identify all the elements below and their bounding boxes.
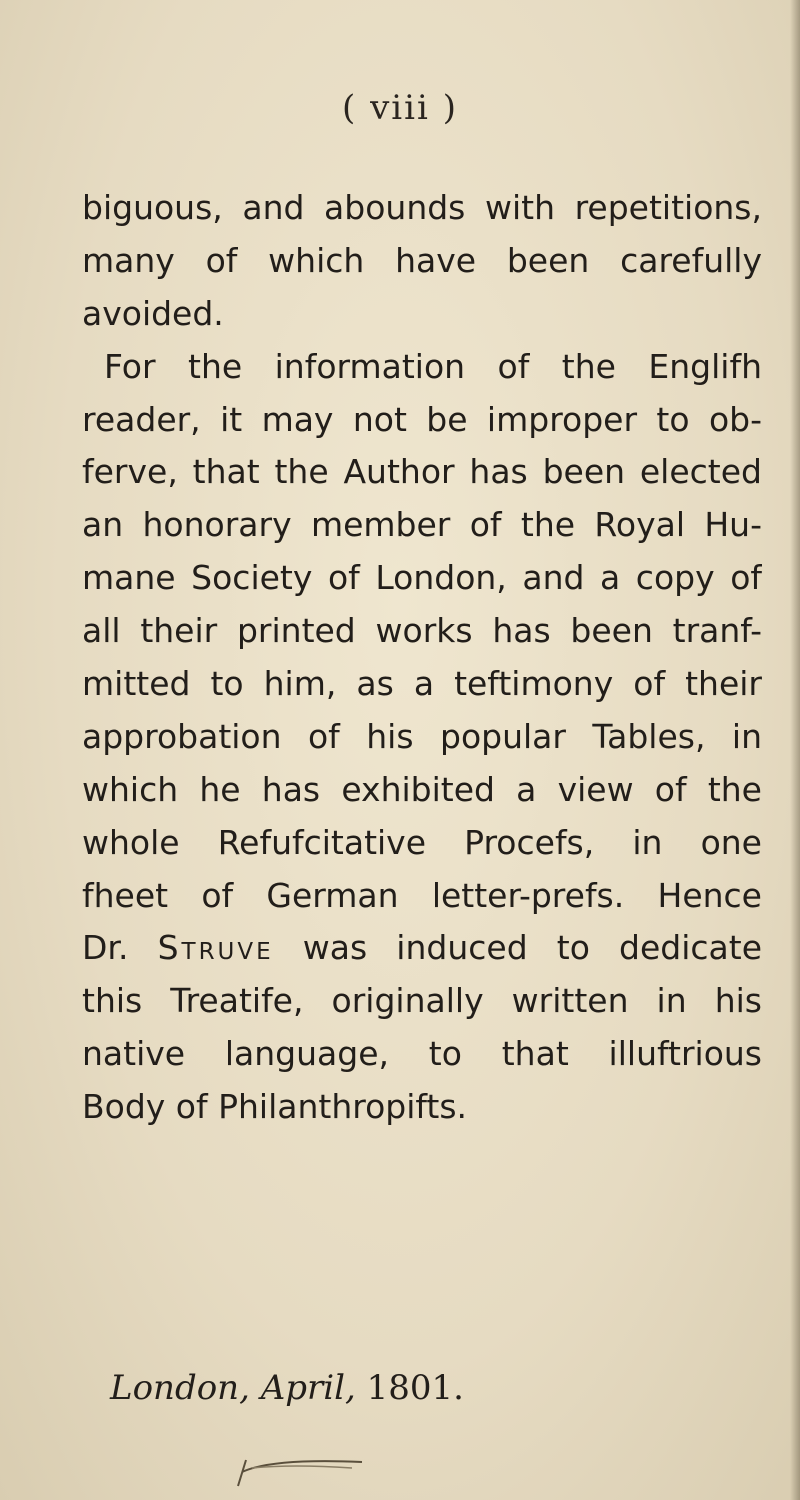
text-line: For the information of the Englifh [104,346,762,386]
text-line: which he has exhibited a view of the [82,769,762,809]
text-line: whole Refufcitative Procefs, in one [82,822,762,862]
dateline-year: 1801. [366,1368,464,1408]
text-line: native language, to that illuftrious [82,1034,762,1074]
text-line: all their printed works has been tranf- [82,611,762,651]
text-line: ferve, that the Author has been elected [82,452,762,492]
dateline-place: London, [110,1368,250,1408]
text-fragment: was induced to dedicate [273,928,762,968]
text-line: avoided. [82,293,224,333]
page-edge-shadow [790,0,800,1500]
catchword-mark-icon [232,1448,372,1488]
text-line: biguous, and abounds with repetitions, [82,188,762,227]
dateline-month: April, [260,1368,356,1408]
text-fragment: Dr. [82,928,158,968]
text-line: mane Society of London, and a copy of [82,558,762,598]
text-line: fheet of German letter-prefs. Hence [82,875,762,915]
author-name: Struve [157,928,274,968]
text-line: this Treatife, originally written in his [82,981,762,1021]
body-text [82,182,762,1134]
dateline [110,1368,464,1408]
page-number-header: ( viii ) [342,88,458,128]
text-line: approbation of his popular Tables, in [82,716,762,756]
text-line: reader, it may not be improper to ob- [82,399,762,439]
text-line: mitted to him, as a teftimony of their [82,664,762,704]
text-line: Body of Philanthropifts. [82,1087,468,1127]
text-line: many of which have been carefully [82,240,762,280]
text-line: an honorary member of the Royal Hu- [82,505,762,545]
text-line-struve [82,922,762,975]
